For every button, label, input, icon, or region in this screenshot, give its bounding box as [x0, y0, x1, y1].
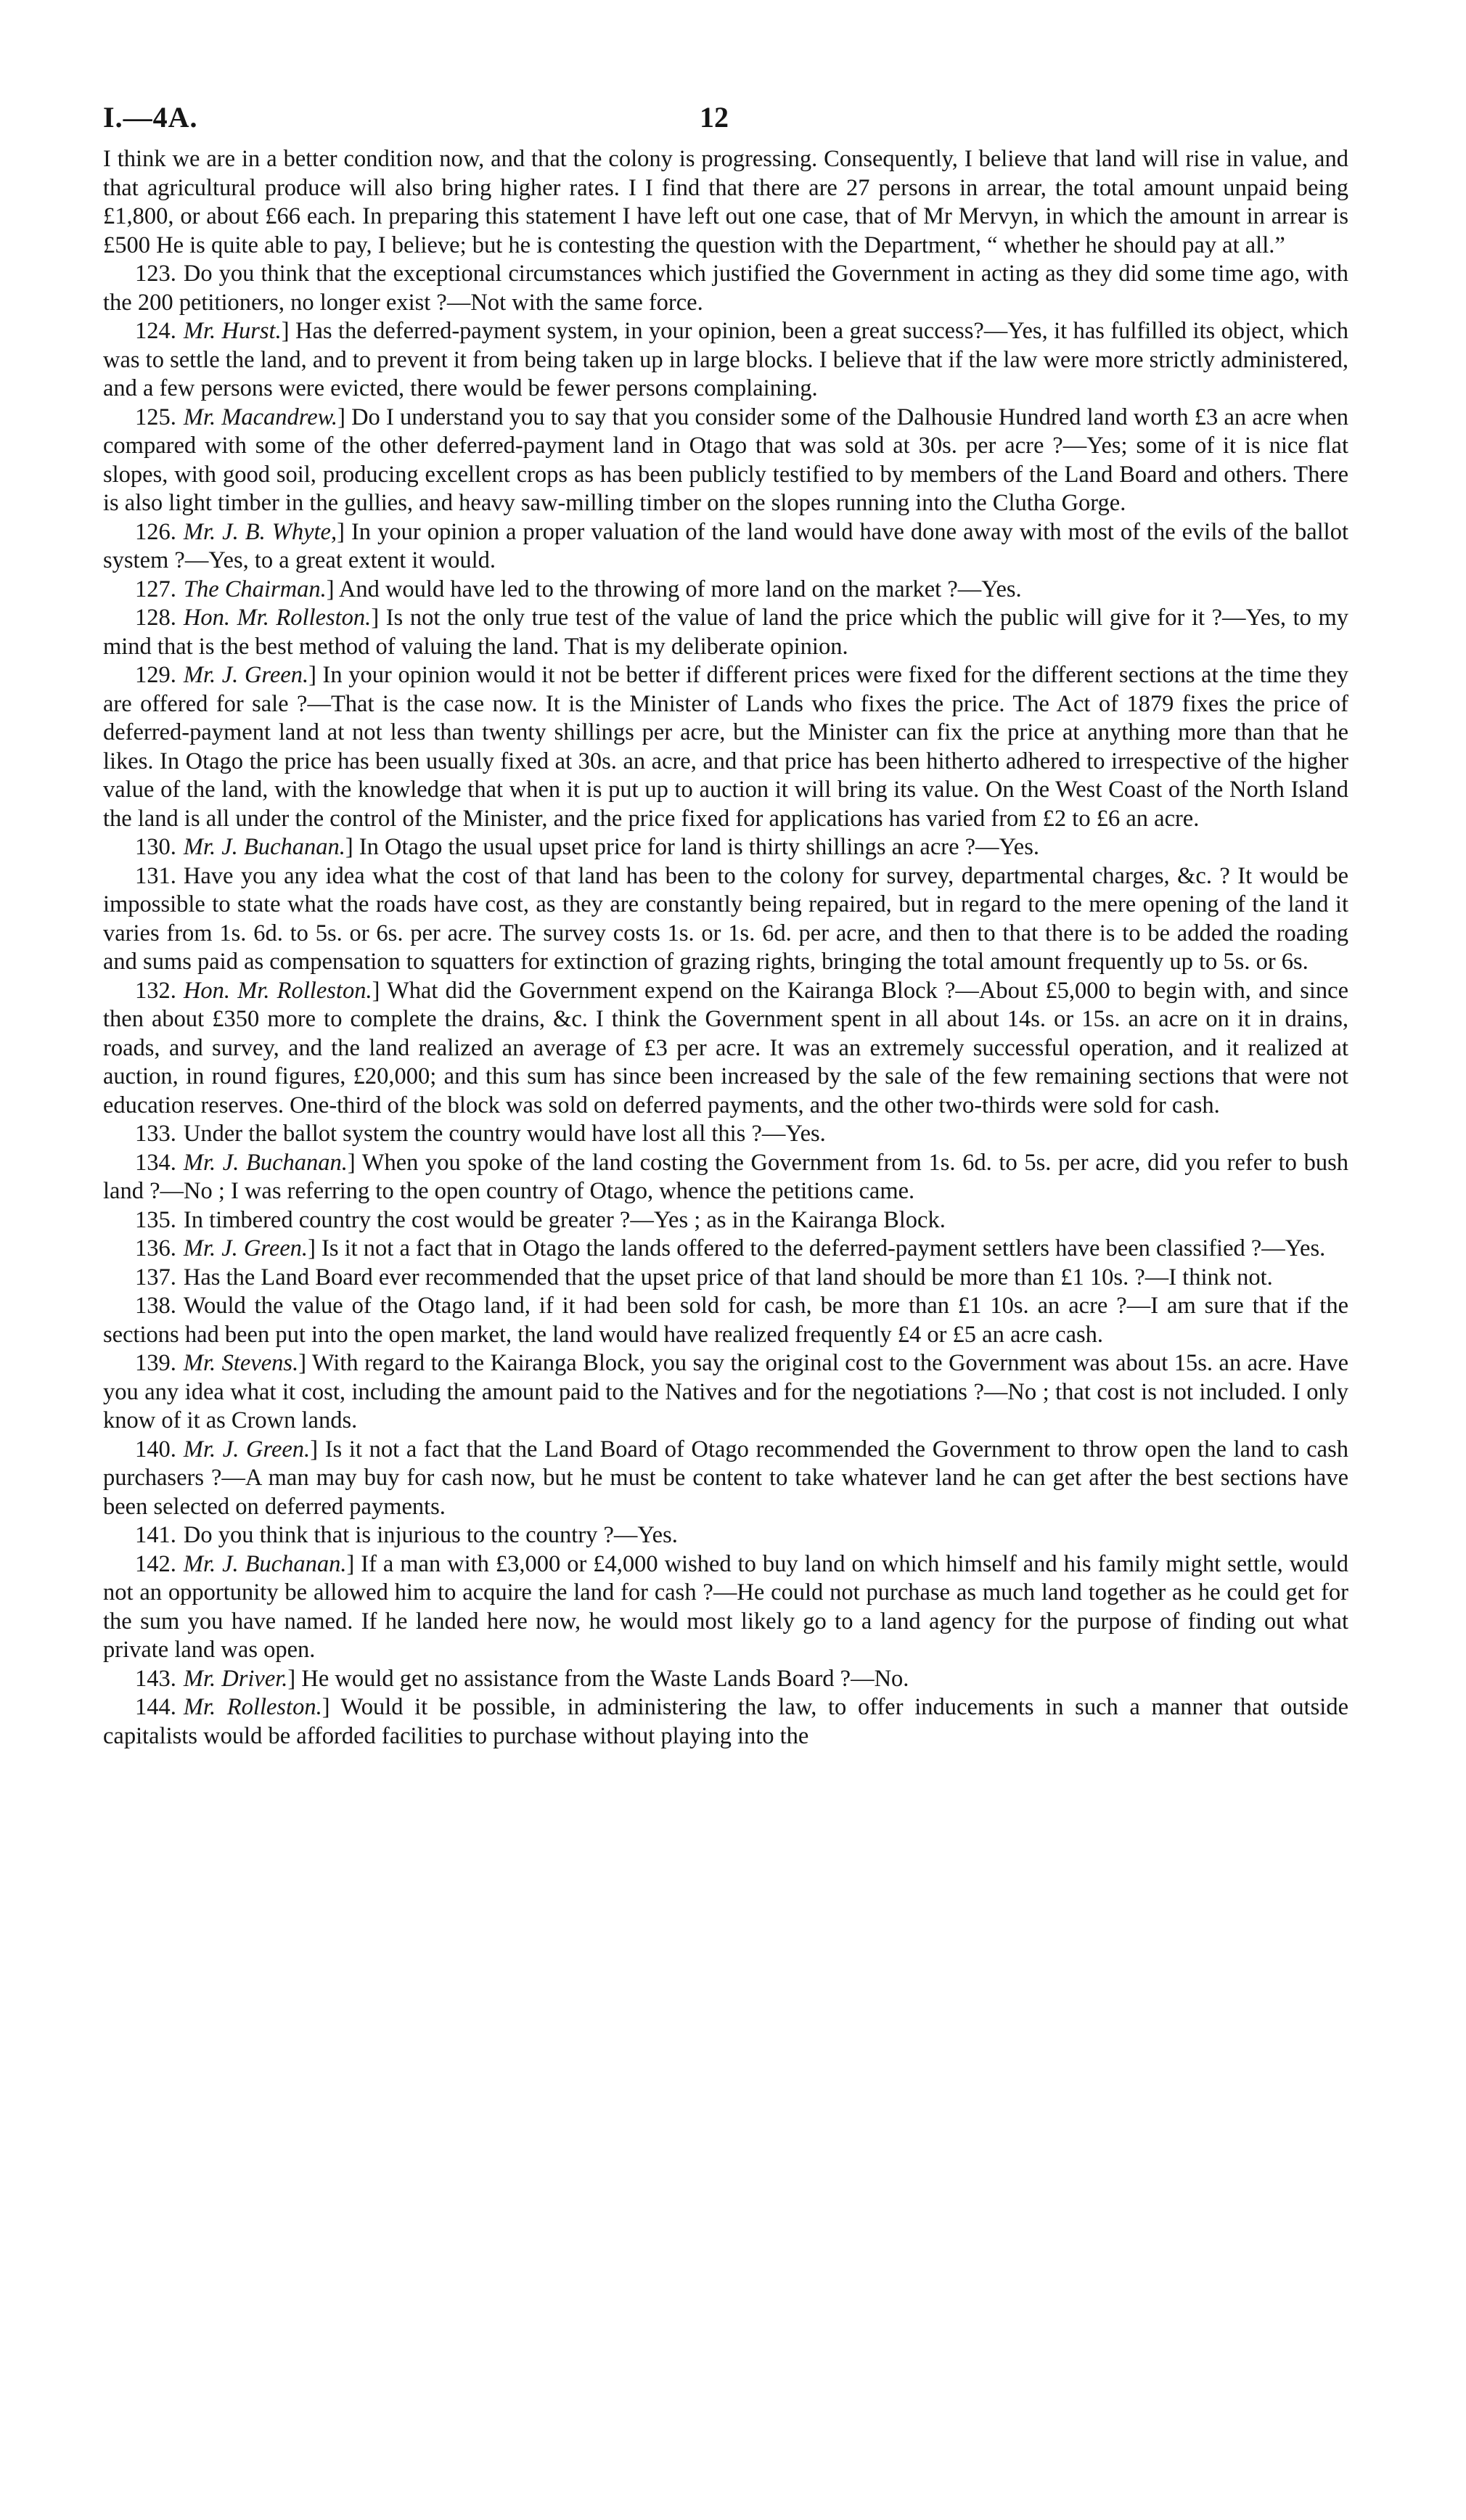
testimony-paragraph [103, 1349, 1348, 1436]
paragraph-text: In timbered country the cost would be greater ?—Yes ; as in the Kairanga Block. [183, 1206, 946, 1233]
testimony-paragraph [103, 317, 1348, 404]
question-number: 144. [135, 1694, 176, 1720]
paragraph-text: Under the ballot system the country would have lost all this ?—Yes. [183, 1121, 826, 1147]
paragraph-text: ] In your opinion a proper valuation of the land would have done away with most of the evils of the ballot system ?—Yes, to a great extent it would. [103, 518, 1348, 573]
question-number: 129. [135, 662, 176, 688]
testimony-paragraph [103, 661, 1348, 833]
speaker-name: Mr. J. B. Whyte, [183, 518, 337, 545]
speaker-name: Mr. Macandrew. [183, 404, 338, 430]
page-header [103, 87, 1348, 145]
testimony-paragraph [103, 977, 1348, 1121]
paragraph-text: ] Would it be possible, in administering the law, to offer inducements in such a manner that outside capitalists would be afforded facilities to purchase without playing into the [103, 1694, 1348, 1749]
testimony-paragraph [103, 1693, 1348, 1751]
testimony-paragraph [103, 1120, 1348, 1149]
testimony-paragraph [103, 833, 1348, 862]
paragraph-text: ] He would get no assistance from the Waste Lands Board ?—No. [287, 1665, 909, 1692]
speaker-name: Mr. Rolleston. [183, 1694, 322, 1720]
question-number: 135. [135, 1206, 176, 1233]
testimony-paragraph [103, 518, 1348, 576]
paragraph-text: ] When you spoke of the land costing the Government from 1s. 6d. to 5s. per acre, did you refer to bush land ?—No ; I was referring to the open country of Otago, whence the petitions came. [103, 1149, 1348, 1204]
testimony-paragraph [103, 576, 1348, 605]
speaker-name: Mr. J. Green. [183, 662, 309, 688]
question-number: 136. [135, 1235, 176, 1261]
testimony-paragraph [103, 260, 1348, 317]
speaker-name: Hon. Mr. Rolleston. [183, 605, 372, 631]
testimony-paragraph [103, 1665, 1348, 1694]
question-number: 123. [135, 261, 176, 287]
speaker-name: Mr. J. Buchanan. [183, 1149, 348, 1176]
paragraph-text: ] In your opinion would it not be better if different prices were fixed for the different sections at the time they are offered for sale ?—That is the case now. It is the Minister of Lands who fixes the price. The Act of 1879 fixes the price of deferred-payment land at not less than twenty shillings per acre, but the Minister can fix the price at anything more than that he likes. In Otago the price has been usually fixed at 30s. an acre, and that price has been hitherto adhered to irrespective of the higher value of the land, with the knowledge that when it is put up to auction it will bring its value. On the West Coast of the North Island the land is all under the control of the Minister, and the price fixed for applications has varied from £2 to £6 an acre. [103, 662, 1348, 832]
paragraph-text: Do you think that the exceptional circumstances which justified the Government in acting as they did some time ago, with the 200 petitioners, no longer exist ?—Not with the same force. [103, 261, 1348, 316]
question-number: 133. [135, 1121, 176, 1147]
testimony-paragraph [103, 1292, 1348, 1349]
document-reference: I.—4A. [103, 101, 198, 134]
question-number: 140. [135, 1436, 176, 1462]
paragraph-text: ] Has the deferred-payment system, in your opinion, been a great success?—Yes, it has fulfilled its object, which was to settle the land, and to prevent it from being taken up in large blocks. I believe that if the law were more strictly administered, and a few persons were evicted, there would be fewer persons complaining. [103, 318, 1348, 401]
question-number: 134. [135, 1149, 176, 1176]
paragraph-text: ] Do I understand you to say that you consider some of the Dalhousie Hundred land worth £3 an acre when compared with some of the other deferred-payment land in Otago that was sold at 30s. per acre ?—Yes; some of it is nice flat slopes, with good soil, producing excellent crops as has been publicly testified to by members of the Land Board and others. There is also light timber in the gullies, and heavy saw-milling timber on the slopes running into the Clutha Gorge. [103, 404, 1348, 516]
question-number: 131. [135, 862, 176, 889]
paragraph-text: ] With regard to the Kairanga Block, you say the original cost to the Government was about 15s. an acre. Have you any idea what it cost, including the amount paid to the Natives and for the negotiations ?—No ; that cost is not included. I only know of it as Crown lands. [103, 1350, 1348, 1433]
question-number: 124. [135, 318, 176, 344]
question-number: 127. [135, 576, 176, 602]
speaker-name: Mr. Stevens. [183, 1350, 299, 1376]
question-number: 125. [135, 404, 176, 430]
paragraph-text: Has the Land Board ever recommended that the upset price of that land should be more than £1 10s. ?—I think not. [183, 1264, 1273, 1290]
question-number: 141. [135, 1522, 176, 1548]
testimony-paragraph [103, 862, 1348, 977]
body-text [103, 145, 1348, 1751]
speaker-name: The Chairman. [183, 576, 327, 602]
paragraph-text: ] If a man with £3,000 or £4,000 wished to buy land on which himself and his family might settle, would not an opportunity be allowed him to acquire the land for cash ?—He could not purchase as much land together as he could get for the sum you have named. If he landed here now, he would most likely go to a land agency for the purpose of finding out what private land was open. [103, 1550, 1348, 1663]
paragraph-text: ] In Otago the usual upset price for land is thirty shillings an acre ?—Yes. [345, 834, 1039, 860]
paragraph-text: Have you any idea what the cost of that land has been to the colony for survey, departmental charges, &c. ? It would be impossible to state what the roads have cost, as they are constantly being repaired, but in regard to the mere opening of the land it varies from 1s. 6d. to 5s. or 6s. per acre. The survey costs 1s. or 1s. 6d. per acre, and then to that there is to be added the roading and sums paid as compensation to squatters for extinction of grazing rights, bringing the total amount frequently up to 5s. or 6s. [103, 862, 1348, 975]
testimony-paragraph [103, 1436, 1348, 1522]
testimony-paragraph [103, 1264, 1348, 1293]
paragraph-text: ] What did the Government expend on the Kairanga Block ?—About £5,000 to begin with, and since then about £350 more to complete the drains, &c. I think the Government spent in all about 14s. or 15s. an acre on it in drains, roads, and survey, and the land realized an average of £3 per acre. It was an extremely successful operation, and it realized at auction, in round figures, £20,000; and this sum has since been increased by the sale of the few remaining sections that were not education reserves. One-third of the block was sold on deferred payments, and the other two-thirds were sold for cash. [103, 977, 1348, 1118]
testimony-paragraph [103, 145, 1348, 260]
question-number: 130. [135, 834, 176, 860]
testimony-paragraph [103, 1235, 1348, 1264]
paragraph-text: ] Is not the only true test of the value of land the price which the public will give for it ?—Yes, to my mind that is the best method of valuing the land. That is my deliberate opinion. [103, 605, 1348, 660]
page-number: 12 [700, 101, 729, 134]
paragraph-text: Do you think that is injurious to the country ?—Yes. [183, 1522, 678, 1548]
speaker-name: Mr. J. Green. [183, 1235, 308, 1261]
testimony-paragraph [103, 604, 1348, 661]
paragraph-text: ] Is it not a fact that in Otago the lands offered to the deferred-payment settlers have been classified ?—Yes. [308, 1235, 1326, 1261]
paragraph-text: ] And would have led to the throwing of more land on the market ?—Yes. [326, 576, 1022, 602]
question-number: 132. [135, 977, 176, 1004]
speaker-name: Mr. Driver. [183, 1665, 288, 1692]
paragraph-text: I think we are in a better condition now, and that the colony is progressing. Consequently, I believe that land will rise in value, and that agricultural produce will also bring higher rates. I I find that there are 27 persons in arrear, the total amount unpaid being £1,800, or about £66 each. In preparing this statement I have left out one case, that of Mr Mervyn, in which the amount in arrear is £500 He is quite able to pay, I believe; but he is contesting the question with the Department, “ whether he should pay at all.” [103, 146, 1348, 258]
paragraph-text: ] Is it not a fact that the Land Board of Otago recommended the Government to throw open the land to cash purchasers ?—A man may buy for cash now, but he must be content to take whatever land he can get after the best sections have been selected on deferred payments. [103, 1436, 1348, 1520]
question-number: 138. [135, 1293, 176, 1319]
testimony-paragraph [103, 1206, 1348, 1235]
question-number: 139. [135, 1350, 176, 1376]
speaker-name: Mr. J. Green. [183, 1436, 311, 1462]
question-number: 142. [135, 1550, 176, 1577]
paragraph-text: Would the value of the Otago land, if it had been sold for cash, be more than £1 10s. an acre ?—I am sure that if the sections had been put into the open market, the land would have realized frequently £4 or £5 an acre cash. [103, 1293, 1348, 1348]
testimony-paragraph [103, 404, 1348, 518]
question-number: 137. [135, 1264, 176, 1290]
testimony-paragraph [103, 1521, 1348, 1550]
question-number: 126. [135, 518, 176, 545]
speaker-name: Mr. Hurst. [183, 318, 282, 344]
question-number: 143. [135, 1665, 176, 1692]
speaker-name: Hon. Mr. Rolleston. [183, 977, 372, 1004]
question-number: 128. [135, 605, 176, 631]
speaker-name: Mr. J. Buchanan. [183, 1550, 347, 1577]
testimony-paragraph [103, 1550, 1348, 1665]
testimony-paragraph [103, 1149, 1348, 1206]
speaker-name: Mr. J. Buchanan. [183, 834, 345, 860]
